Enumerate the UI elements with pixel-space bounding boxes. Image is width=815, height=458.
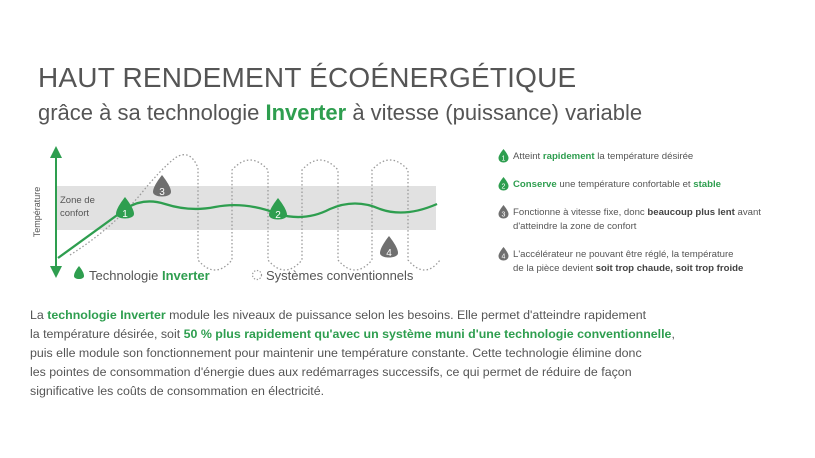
svg-text:4: 4 — [501, 253, 506, 261]
y-axis-arrow-up — [50, 146, 62, 158]
legend-inverter: Technologie Inverter — [89, 268, 210, 283]
note-2-drop-icon — [498, 177, 509, 191]
marker-3 — [153, 175, 171, 198]
svg-text:2: 2 — [275, 210, 281, 221]
note-3-text: Fonctionne à vitesse fixe, donc beaucoup plus lent avant d'atteindre la zone de confort — [513, 207, 761, 232]
subtitle-highlight: Inverter — [265, 100, 347, 125]
legend-conventional: Systèmes conventionnels — [266, 268, 414, 283]
comfort-zone-label-1: Zone de — [60, 195, 95, 206]
note-4-drop-icon — [498, 247, 509, 261]
note-2-text: Conserve une température confortable et stable — [513, 179, 721, 190]
svg-text:1: 1 — [122, 209, 128, 220]
svg-text:1: 1 — [501, 155, 506, 163]
svg-text:3: 3 — [501, 211, 506, 219]
note-1-drop-icon — [498, 149, 509, 163]
description-paragraph: La technologie Inverter module les niveaux de puissance selon les besoins. Elle permet d'atteindre rapidement la température désirée, soit 50 % plus rapidement qu'avec un système muni d'une technologie conventionnelle, puis elle module son fonctionnement pour maintenir une température constante. Cette technologie élimine donc les pointes de consommation d'énergie dues aux redémarrages successifs, ce qui permet de réduire de façon significative les coûts de consommation en électricité. — [30, 308, 675, 398]
comfort-zone-label-2: confort — [60, 208, 90, 219]
legend-conventional-dotted-icon — [253, 271, 262, 280]
svg-text:2: 2 — [501, 183, 506, 191]
svg-text:3: 3 — [159, 187, 165, 198]
page-subtitle: grâce à sa technologie Inverter à vitesse (puissance) variable — [38, 100, 643, 125]
note-1-text: Atteint rapidement la température désirée — [513, 151, 694, 162]
marker-4 — [380, 236, 398, 259]
legend-inverter-drop-icon — [74, 266, 84, 279]
note-4-text: L'accélérateur ne pouvant être réglé, la température de la pièce devient soit trop chaude, soit trop froide — [513, 249, 744, 274]
y-axis-arrow-down — [50, 266, 62, 278]
y-axis-label: Température — [32, 186, 42, 238]
note-3-drop-icon — [498, 205, 509, 219]
page-title: HAUT RENDEMENT ÉCOÉNERGÉTIQUE — [38, 62, 577, 93]
svg-text:4: 4 — [386, 248, 392, 259]
